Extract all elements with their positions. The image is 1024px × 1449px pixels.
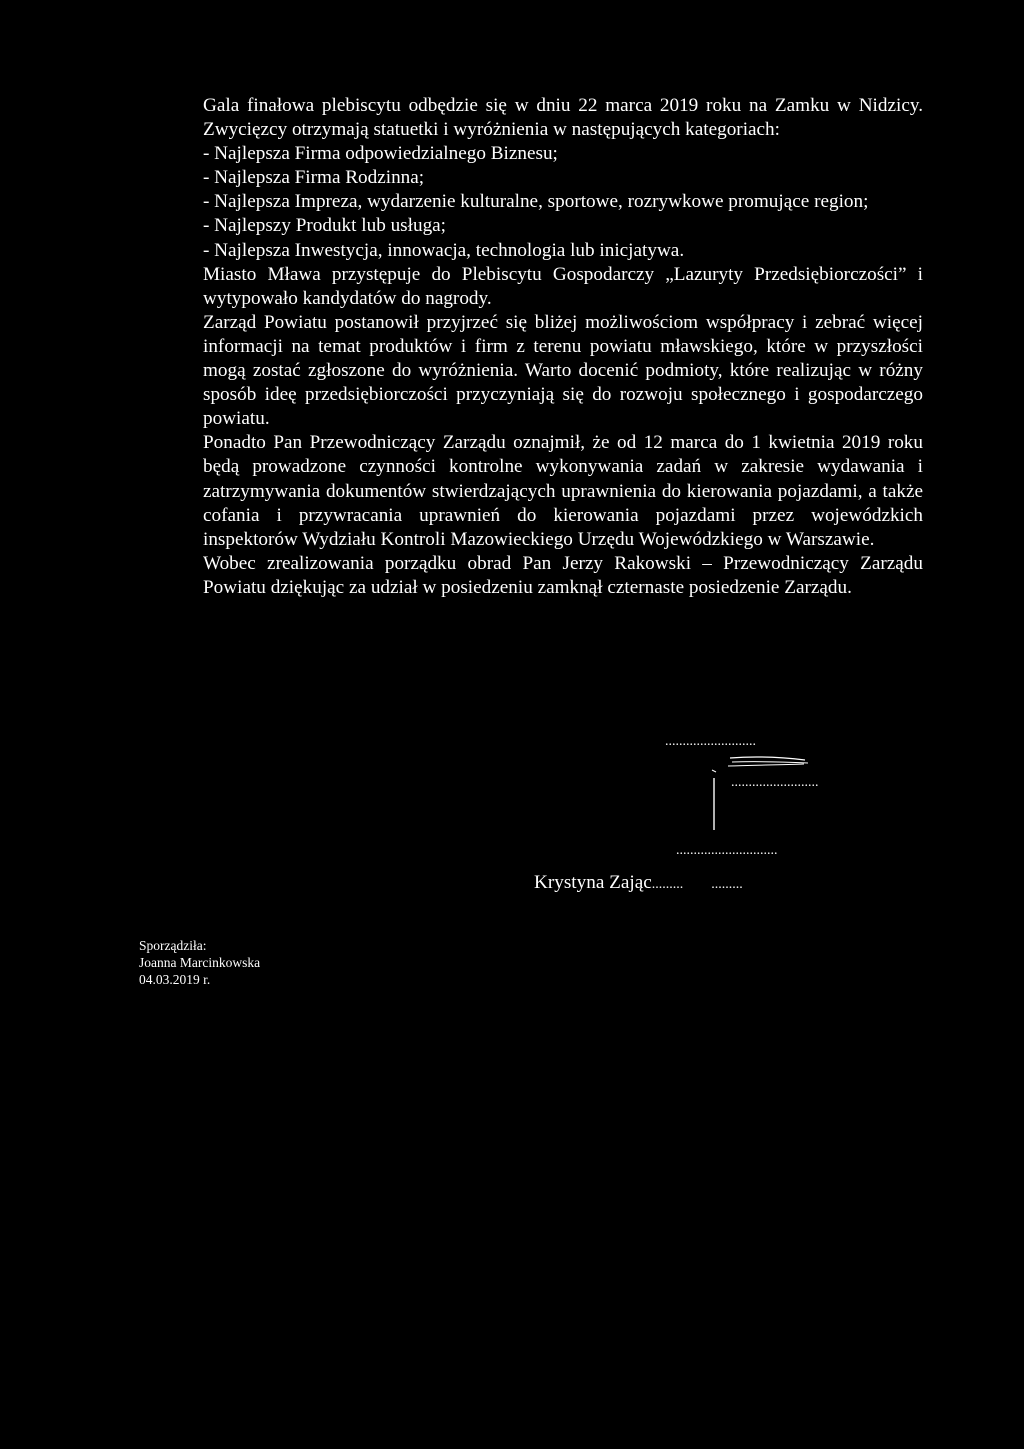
category-item: - Najlepsza Firma odpowiedzialnego Biznesu; <box>203 143 558 165</box>
category-item: - Najlepsza Firma Rodzinna; <box>203 167 425 189</box>
signatory-name-line <box>534 872 743 894</box>
prepared-by-name: Joanna Marcinkowska <box>139 955 261 970</box>
category-item: - Najlepszy Produkt lub usługa; <box>203 215 447 237</box>
category-item: - Najlepsza Impreza, wydarzenie kulturalne, sportowe, rozrywkowe promujące region; <box>203 191 869 213</box>
category-item: - Najlepsza Inwestycja, innowacja, technologia lub inicjatywa. <box>203 239 685 261</box>
document-body <box>203 94 923 600</box>
signature-dots: ......... <box>711 877 743 892</box>
paragraph-ponadto: Ponadto Pan Przewodniczący Zarządu oznajmił, że od 12 marca do 1 kwietnia 2019 roku będą prowadzone czynności kontrolne wykonywania zadań w zakresie wydawania i zatrzymywania dokumentów stwierdzających uprawnienia do kierowania pojazdami, a także cofania i przywracania uprawnień do kierowania pojazdami przez wojewódzkich inspektorów Wydziału Kontroli Mazowieckiego Urzędu Wojewódzkiego w Warszawie. <box>203 432 923 550</box>
signature-scribble <box>700 752 830 832</box>
paragraph-closing: Wobec zrealizowania porządku obrad Pan Jerzy Rakowski – Przewodniczący Zarządu Powiatu dziękując za udział w posiedzeniu zamknął czternaste posiedzenie Zarządu. <box>203 552 923 598</box>
paragraph-zarzad: Zarząd Powiatu postanowił przyjrzeć się bliżej możliwościom współpracy i zebrać więcej informacji na temat produktów i firm z terenu powiatu mławskiego, które w przyszłości mogą zostać zgłoszone do wyróżnienia. Warto docenić podmioty, które realizując w różny sposób ideę przedsiębiorczości przyczyniają się do rozwoju społecznego i gospodarczego powiatu. <box>203 311 923 430</box>
signature-dots-line: .......................... <box>665 734 756 749</box>
paragraph-gala: Gala finałowa plebiscytu odbędzie się w dniu 22 marca 2019 roku na Zamku w Nidzicy. Zwycięzcy otrzymają statuetki i wyróżnienia w następujących kategoriach: <box>203 95 923 141</box>
signature-dots-line: ......................... <box>731 775 819 790</box>
prepared-by-block <box>139 937 260 988</box>
signatory-name: Krystyna Zając <box>534 872 652 893</box>
prepared-by-label: Sporządziła: <box>139 938 207 953</box>
signature-dots: ......... <box>651 877 684 892</box>
signature-dots-line: ............................. <box>676 843 778 858</box>
paragraph-mlawa: Miasto Mława przystępuje do Plebiscytu Gospodarczy „Lazuryty Przedsiębiorczości” i wytypowało kandydatów do nagrody. <box>203 263 923 309</box>
prepared-date: 04.03.2019 r. <box>139 972 211 987</box>
